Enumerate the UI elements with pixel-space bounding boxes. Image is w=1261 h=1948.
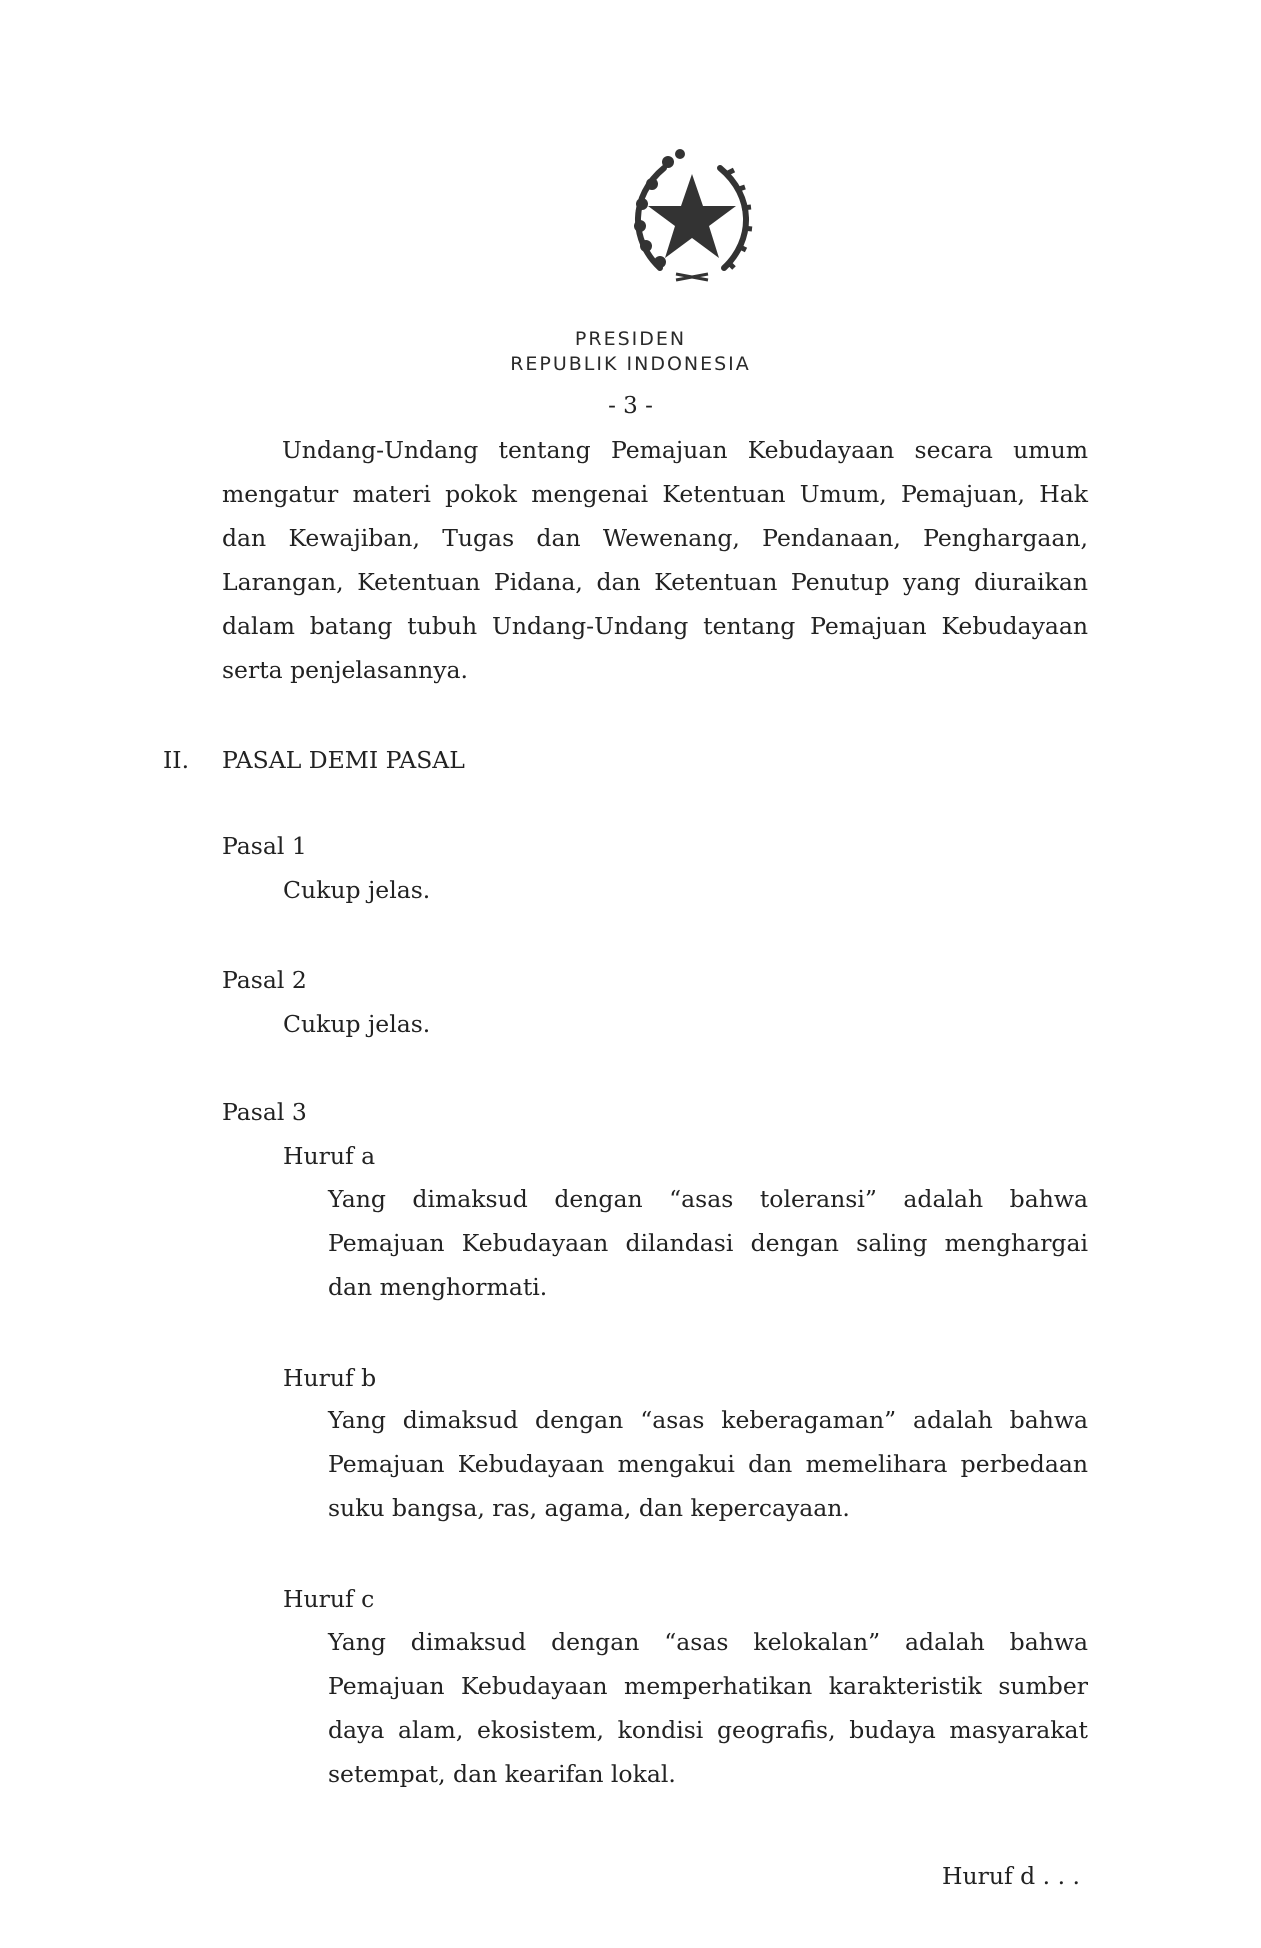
- huruf-c-line: Pemajuan Kebudayaan memperhatikan karakteristik sumber: [328, 1672, 1088, 1700]
- huruf-c-line: Yang dimaksud dengan “asas kelokalan” adalah bahwa: [328, 1628, 1088, 1656]
- header-republik-indonesia: REPUBLIK INDONESIA: [510, 353, 751, 375]
- pasal-2-label: Pasal 2: [222, 966, 307, 994]
- huruf-c-text: [328, 1620, 1088, 1796]
- huruf-c-label: Huruf c: [283, 1585, 375, 1613]
- huruf-b-line: suku bangsa, ras, agama, dan kepercayaan.: [328, 1494, 850, 1522]
- huruf-a-line: Yang dimaksud dengan “asas toleransi” adalah bahwa: [328, 1185, 1088, 1213]
- intro-line: serta penjelasannya.: [222, 656, 469, 684]
- page-number: - 3 -: [608, 393, 653, 419]
- huruf-b-label: Huruf b: [283, 1364, 377, 1392]
- pasal-2-text: Cukup jelas.: [283, 1010, 431, 1038]
- next-page-marker: Huruf d . . .: [942, 1862, 1081, 1890]
- huruf-a-line: Pemajuan Kebudayaan dilandasi dengan saling menghargai: [328, 1229, 1088, 1257]
- intro-paragraph: [222, 428, 1088, 692]
- huruf-b-line: Yang dimaksud dengan “asas keberagaman” adalah bahwa: [328, 1406, 1088, 1434]
- pasal-3-label: Pasal 3: [222, 1098, 307, 1126]
- pasal-1-text: Cukup jelas.: [283, 876, 431, 904]
- pasal-1-label: Pasal 1: [222, 832, 307, 860]
- huruf-a-line: dan menghormati.: [328, 1273, 548, 1301]
- huruf-b-text: [328, 1398, 1088, 1530]
- intro-line: Undang-Undang tentang Pemajuan Kebudayaan secara umum: [282, 436, 1088, 464]
- section-title: PASAL DEMI PASAL: [222, 746, 465, 774]
- huruf-c-line: daya alam, ekosistem, kondisi geografis, budaya masyarakat: [328, 1716, 1088, 1744]
- intro-line: dalam batang tubuh Undang-Undang tentang Pemajuan Kebudayaan: [222, 612, 1088, 640]
- header-presiden: PRESIDEN: [574, 328, 687, 350]
- huruf-b-line: Pemajuan Kebudayaan mengakui dan memelihara perbedaan: [328, 1450, 1088, 1478]
- huruf-a-text: [328, 1177, 1088, 1309]
- intro-line: dan Kewajiban, Tugas dan Wewenang, Pendanaan, Penghargaan,: [222, 524, 1088, 552]
- garuda-star-emblem-icon: [612, 140, 772, 300]
- section-number: II.: [163, 746, 190, 774]
- huruf-c-line: setempat, dan kearifan lokal.: [328, 1760, 676, 1788]
- intro-line: Larangan, Ketentuan Pidana, dan Ketentuan Penutup yang diuraikan: [222, 568, 1088, 596]
- intro-line: mengatur materi pokok mengenai Ketentuan Umum, Pemajuan, Hak: [222, 480, 1088, 508]
- huruf-a-label: Huruf a: [283, 1142, 376, 1170]
